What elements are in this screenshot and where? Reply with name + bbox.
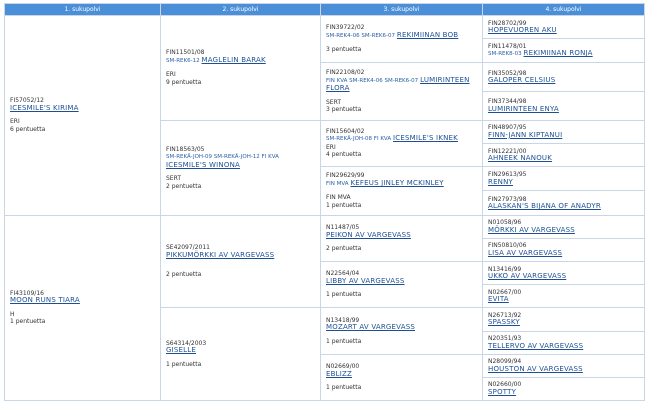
reg-number: FIN37344/98	[488, 98, 527, 106]
litter-count: 2 pentuetta	[166, 182, 202, 190]
show-title: ERI	[326, 143, 336, 151]
litter-count: 2 pentuetta	[166, 271, 202, 279]
pedigree-table	[4, 3, 645, 401]
dog-name-link[interactable]: ALASKAN'S BIJANA OF ANADYR	[488, 202, 601, 211]
dog-name-link[interactable]: PIKKUMÖRKKI AV VARGEVASS	[166, 250, 275, 259]
gen3-cell	[321, 120, 483, 166]
reg-number: FIN15604/02	[326, 127, 365, 135]
litter-count: 3 pentuetta	[326, 46, 362, 54]
dog-name-link[interactable]: RENNY	[488, 177, 514, 186]
reg-number: FIN39722/02	[326, 24, 365, 32]
reg-number: FIN22108/02	[326, 69, 365, 77]
reg-number: FIN29629/99	[326, 172, 365, 180]
dog-name-link[interactable]: LISA AV VARGEVASS	[488, 248, 563, 257]
litter-count: 1 pentuetta	[326, 384, 362, 392]
gen4-cell	[483, 262, 645, 285]
gen4-cell	[483, 120, 645, 143]
gen4-cell	[483, 238, 645, 261]
titles-link[interactable]: SM-REK6-12	[166, 57, 200, 64]
show-title: SERT	[326, 98, 341, 106]
show-title: ERI	[166, 71, 176, 79]
reg-number: FIN12221/00	[488, 147, 527, 155]
gen3-cell	[321, 215, 483, 261]
dog-name-link[interactable]: HOPEVUOREN AKU	[488, 26, 557, 35]
show-title: H	[10, 310, 15, 318]
litter-count: 6 pentuetta	[10, 125, 46, 133]
dog-name-link[interactable]: GISELLE	[166, 346, 196, 355]
gen2-cell	[161, 215, 321, 308]
reg-number: N26713/92	[488, 311, 522, 319]
reg-number: N28099/94	[488, 358, 522, 366]
dog-name-link[interactable]: EBLIZZ	[326, 369, 352, 378]
gen4-cell	[483, 39, 645, 63]
reg-number: FIN29613/95	[488, 171, 527, 179]
litter-count: 1 pentuetta	[326, 291, 362, 299]
dog-name-link[interactable]: MÖRKKI AV VARGEVASS	[488, 225, 575, 234]
dog-name-link[interactable]: REKIMIINAN RONJA	[523, 49, 593, 58]
dog-name-link[interactable]: TELLERVO AV VARGEVASS	[488, 341, 584, 350]
header-gen2: 2. sukupolvi	[161, 4, 321, 16]
dog-name-link[interactable]: ICESMILE'S WINONA	[166, 160, 240, 169]
header-row	[5, 4, 645, 16]
gen4-cell	[483, 215, 645, 238]
gen4-cell	[483, 308, 645, 331]
gen3-cell	[321, 308, 483, 354]
gen3-cell	[321, 262, 483, 308]
litter-count: 1 pentuetta	[326, 201, 362, 209]
gen2-cell	[161, 16, 321, 121]
reg-number: SE42097/2011	[166, 244, 210, 252]
titles-link[interactable]: SM-REKÄ-JOH-09 SM-REKÄ-JOH-12 FI KVA	[166, 154, 279, 160]
show-title: SERT	[166, 175, 181, 182]
dog-name-link[interactable]: FINN-JANN KIPTANUI	[488, 130, 563, 139]
dog-name-link[interactable]: SPASSKY	[488, 318, 520, 327]
dog-name-link[interactable]: MOZART AV VARGEVASS	[326, 323, 415, 332]
litter-count: 3 pentuetta	[326, 106, 362, 114]
reg-number: FIN28702/99	[488, 19, 527, 27]
dog-name-link[interactable]: AHNEEK NANOUK	[488, 154, 553, 163]
show-title: ERI	[10, 118, 20, 126]
dog-name-link[interactable]: UKKO AV VARGEVASS	[488, 272, 567, 281]
litter-count: 9 pentuetta	[166, 78, 202, 86]
gen4-cell	[483, 285, 645, 308]
gen4-cell	[483, 92, 645, 121]
dam-cell	[5, 215, 161, 400]
reg-number: FIN48907/95	[488, 124, 527, 132]
titles-link[interactable]: SM-REK4-06 SM-REK6-07	[326, 32, 395, 39]
reg-number: FI43109/16	[10, 289, 44, 297]
dog-name-link[interactable]: HOUSTON AV VARGEVASS	[488, 364, 583, 373]
dog-name-link[interactable]: REKIMIINAN BOB	[396, 30, 459, 39]
reg-number: FIN18563/05	[166, 145, 205, 153]
dog-name-link[interactable]: SPOTTY	[488, 387, 517, 396]
gen4-cell	[483, 16, 645, 39]
dog-name-link[interactable]: ICESMILE'S IKNEK	[393, 134, 458, 143]
reg-number: N13418/99	[326, 316, 360, 324]
dog-name-link[interactable]: MOON RUNS TIARA	[10, 296, 80, 305]
reg-number: N01058/96	[488, 219, 522, 227]
litter-count: 1 pentuetta	[326, 337, 362, 345]
reg-number: FIN35052/98	[488, 69, 527, 77]
reg-number: S64314/2003	[166, 339, 207, 347]
dog-name-link[interactable]: LUMIRINTEEN FLORA	[326, 75, 470, 93]
reg-number: N20351/93	[488, 335, 522, 343]
gen2-cell	[161, 120, 321, 215]
header-gen3: 3. sukupolvi	[321, 4, 483, 16]
reg-number: N22564/04	[326, 270, 360, 278]
reg-number: FI57052/12	[10, 97, 44, 105]
reg-number: N02667/00	[488, 288, 522, 296]
titles-link[interactable]: SM-REKÄ-JOH-08 FI KVA	[326, 136, 392, 143]
gen4-cell	[483, 143, 645, 166]
gen4-cell	[483, 331, 645, 354]
dog-name-link[interactable]: LIBBY AV VARGEVASS	[326, 276, 405, 285]
dog-name-link[interactable]: LUMIRINTEEN ENYA	[488, 104, 559, 113]
gen3-cell	[321, 16, 483, 63]
header-gen4: 4. sukupolvi	[483, 4, 645, 16]
reg-number: FIN27973/98	[488, 195, 527, 203]
reg-number: N02669/00	[326, 363, 360, 371]
litter-count: 1 pentuetta	[166, 360, 202, 368]
dog-name-link[interactable]: GALOPER CELSIUS	[488, 76, 556, 85]
gen4-cell	[483, 354, 645, 377]
litter-count: 2 pentuetta	[326, 245, 362, 253]
gen4-cell	[483, 63, 645, 92]
gen2-cell	[161, 308, 321, 401]
dog-name-link[interactable]: PEIKON AV VARGEVASS	[326, 230, 411, 239]
gen4-cell	[483, 167, 645, 191]
gen4-cell	[483, 191, 645, 215]
header-gen1: 1. sukupolvi	[5, 4, 161, 16]
gen3-cell	[321, 63, 483, 120]
titles-link[interactable]: FIN MVA	[326, 180, 349, 187]
sire-cell	[5, 16, 161, 216]
gen3-cell	[321, 354, 483, 400]
litter-count: 4 pentuetta	[326, 151, 362, 159]
litter-count: 1 pentuetta	[10, 318, 46, 326]
show-title: FIN MVA	[326, 194, 351, 202]
gen3-cell	[321, 167, 483, 216]
reg-number: N13416/99	[488, 265, 522, 273]
titles-link[interactable]: SM-REK8-03	[488, 51, 522, 58]
reg-number: FIN11478/01	[488, 42, 527, 50]
dog-name-link[interactable]: MAGLELIN BARAK	[201, 55, 266, 64]
dog-name-link[interactable]: KEFEUS JINLEY MCKINLEY	[350, 178, 444, 187]
reg-number: N02660/00	[488, 381, 522, 389]
dog-name-link[interactable]: EVITA	[488, 295, 509, 304]
reg-number: FIN11501/08	[166, 49, 205, 57]
gen4-cell	[483, 377, 645, 400]
reg-number: N11487/05	[326, 224, 360, 232]
titles-link[interactable]: FIN KVA SM-REK4-06 SM-REK6-07	[326, 77, 419, 84]
reg-number: FIN50810/06	[488, 242, 527, 250]
dog-name-link[interactable]: ICESMILE'S KIRIMA	[10, 103, 79, 112]
